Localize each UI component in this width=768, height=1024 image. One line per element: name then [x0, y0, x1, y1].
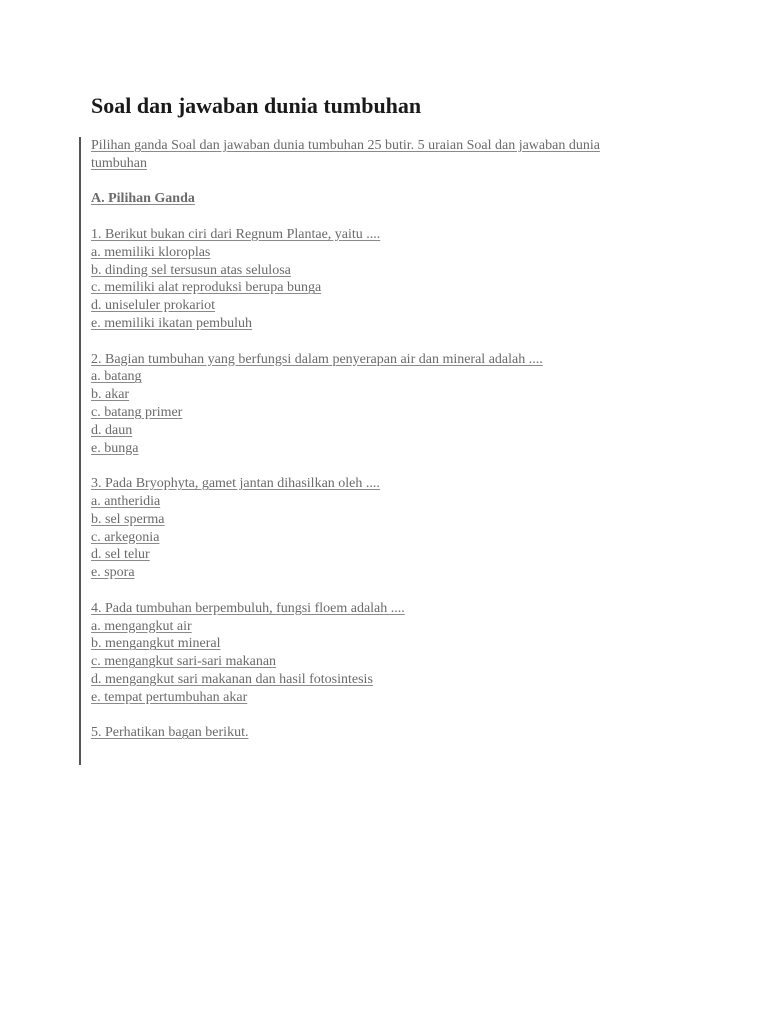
- intro-paragraph: [91, 137, 651, 173]
- left-border-rule: [79, 137, 81, 765]
- intro-text: Pilihan ganda Soal dan jawaban dunia tumbuhan 25 butir. 5 uraian Soal dan jawaban dunia tumbuhan: [91, 138, 600, 171]
- answer-option: b. akar: [91, 387, 130, 403]
- question-3: [91, 475, 651, 582]
- page-title: Soal dan jawaban dunia tumbuhan: [91, 93, 422, 118]
- answer-option: d. uniseluler prokariot: [91, 298, 216, 314]
- answer-option: a. memiliki kloroplas: [91, 244, 211, 260]
- answer-option: c. arkegonia: [91, 529, 160, 545]
- answer-option: b. dinding sel tersusun atas selulosa: [91, 262, 291, 278]
- answer-option: c. memiliki alat reproduksi berupa bunga: [91, 280, 322, 296]
- answer-option: d. daun: [91, 422, 133, 438]
- answer-option: d. mengangkut sari makanan dan hasil fotosintesis: [91, 671, 373, 687]
- answer-option: e. tempat pertumbuhan akar: [91, 689, 248, 705]
- question-text: 5. Perhatikan bagan berikut.: [91, 725, 249, 741]
- question-4: [91, 600, 651, 707]
- question-text: 2. Bagian tumbuhan yang berfungsi dalam penyerapan air dan mineral adalah ....: [91, 351, 543, 367]
- answer-option: e. bunga: [91, 440, 139, 456]
- question-1: [91, 226, 651, 333]
- answer-option: b. sel sperma: [91, 511, 165, 527]
- document-body: [91, 137, 651, 760]
- answer-option: d. sel telur: [91, 547, 150, 563]
- answer-option: e. spora: [91, 565, 135, 581]
- answer-option: e. memiliki ikatan pembuluh: [91, 315, 252, 331]
- question-text: 4. Pada tumbuhan berpembuluh, fungsi floem adalah ....: [91, 600, 405, 616]
- answer-option: a. antheridia: [91, 493, 161, 509]
- answer-option: b. mengangkut mineral: [91, 636, 221, 652]
- answer-option: c. mengangkut sari-sari makanan: [91, 654, 277, 670]
- question-2: [91, 351, 651, 458]
- answer-option: c. batang primer: [91, 404, 183, 420]
- question-text: 1. Berikut bukan ciri dari Regnum Plantae, yaitu ....: [91, 226, 381, 242]
- section-heading: [91, 190, 651, 208]
- question-5: [91, 724, 651, 742]
- question-text: 3. Pada Bryophyta, gamet jantan dihasilkan oleh ....: [91, 476, 380, 492]
- answer-option: a. mengangkut air: [91, 618, 192, 634]
- section-heading-text: A. Pilihan Ganda: [91, 191, 195, 207]
- answer-option: a. batang: [91, 369, 142, 385]
